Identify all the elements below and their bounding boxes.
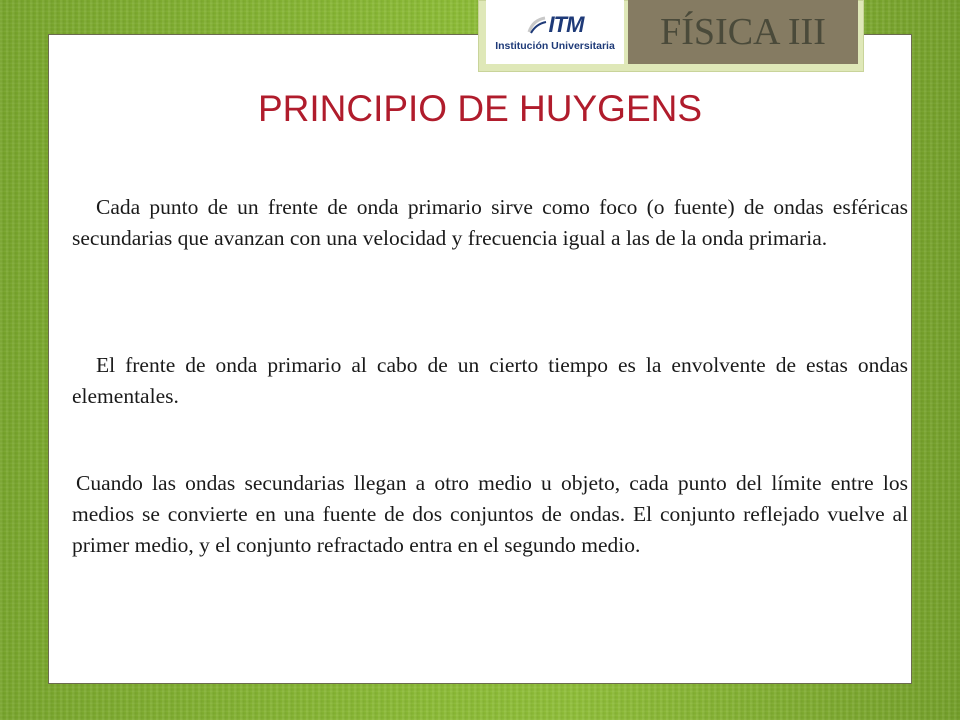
page-title: PRINCIPIO DE HUYGENS (257, 88, 703, 129)
paragraph-1: Cada punto de un frente de onda primario sirve como foco (o fuente) de ondas esféricas secundarias que avanzan con una velocidad y frecuencia igual a las de la onda primaria. (72, 195, 908, 250)
course-title: FÍSICA III (628, 0, 858, 64)
logo-swoosh-icon (527, 16, 547, 34)
paragraph-2: El frente de onda primario al cabo de un cierto tiempo es la envolvente de estas ondas elementales. (72, 353, 908, 408)
logo-subtitle: Institución Universitaria (495, 40, 615, 52)
logo-text: ITM (548, 12, 584, 37)
itm-logo (486, 0, 624, 64)
paragraph-3: Cuando las ondas secundarias llegan a otro medio u objeto, cada punto del límite entre los medios se convierte en una fuente de dos conjuntos de ondas. El conjunto reflejado vuelve al primer medio, y el conjunto refractado entra en el segundo medio. (72, 471, 908, 557)
logo-mark (527, 12, 584, 38)
